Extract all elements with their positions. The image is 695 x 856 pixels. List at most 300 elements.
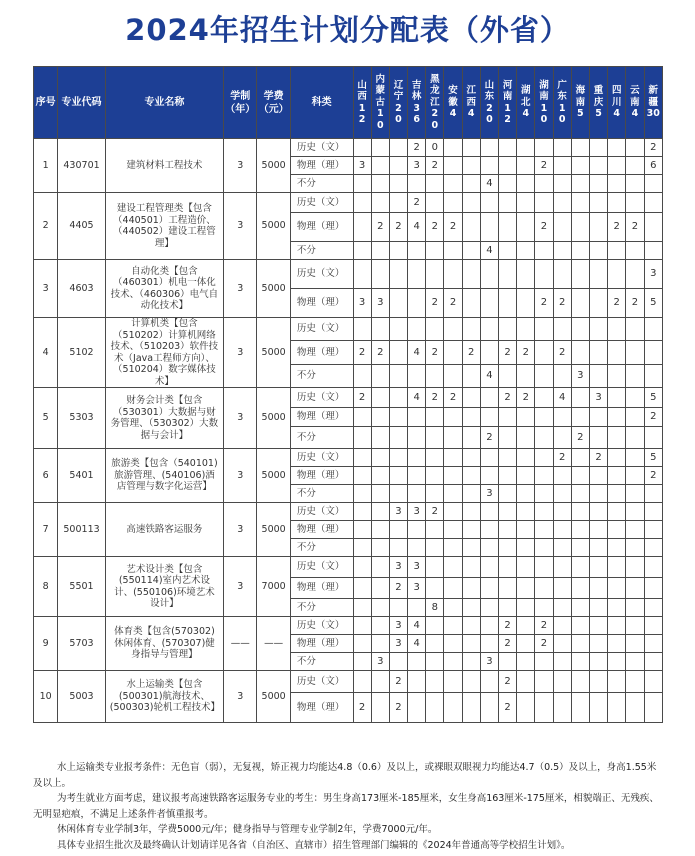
quota-cell bbox=[499, 289, 517, 318]
quota-cell bbox=[626, 557, 644, 578]
quota-cell bbox=[353, 557, 371, 578]
name-cell: 计算机类【包含（510202）计算机网络技术、（510203）软件技术（Java工程师方向）、（510204）数字媒体技术】 bbox=[105, 318, 223, 388]
quota-cell: 2 bbox=[535, 213, 553, 242]
quota-cell bbox=[462, 578, 480, 599]
quota-cell bbox=[553, 485, 571, 503]
quota-cell bbox=[444, 157, 462, 175]
header-province: 山东20 bbox=[480, 67, 498, 139]
quota-cell bbox=[517, 653, 535, 671]
quota-cell bbox=[644, 599, 663, 617]
quota-cell bbox=[517, 289, 535, 318]
quota-cell bbox=[389, 318, 407, 341]
quota-cell bbox=[371, 617, 389, 635]
subject-cell: 物理（理） bbox=[290, 693, 353, 723]
subject-cell: 历史（文） bbox=[290, 260, 353, 289]
quota-cell bbox=[571, 557, 589, 578]
quota-cell bbox=[553, 693, 571, 723]
fee-cell: 5000 bbox=[257, 318, 290, 388]
quota-cell bbox=[480, 193, 498, 213]
quota-cell bbox=[517, 260, 535, 289]
quota-cell bbox=[389, 175, 407, 193]
quota-cell bbox=[353, 671, 371, 693]
fee-cell: 5000 bbox=[257, 503, 290, 557]
quota-cell bbox=[389, 364, 407, 387]
quota-cell bbox=[553, 139, 571, 157]
quota-cell bbox=[353, 139, 371, 157]
subject-cell: 物理（理） bbox=[290, 635, 353, 653]
quota-cell bbox=[626, 175, 644, 193]
quota-cell bbox=[480, 503, 498, 521]
quota-cell bbox=[462, 157, 480, 175]
name-cell: 旅游类【包含（540101)旅游管理、(540106)酒店管理与数字化运营】 bbox=[105, 449, 223, 503]
quota-cell bbox=[480, 521, 498, 539]
quota-cell bbox=[353, 175, 371, 193]
quota-cell bbox=[371, 599, 389, 617]
quota-cell bbox=[353, 635, 371, 653]
quota-cell: 3 bbox=[571, 364, 589, 387]
quota-cell bbox=[480, 449, 498, 467]
quota-cell bbox=[535, 485, 553, 503]
quota-cell bbox=[462, 635, 480, 653]
quota-cell: 4 bbox=[480, 242, 498, 260]
quota-cell bbox=[535, 193, 553, 213]
table-row bbox=[34, 139, 663, 157]
quota-cell bbox=[444, 242, 462, 260]
quota-cell bbox=[535, 260, 553, 289]
quota-cell bbox=[608, 364, 626, 387]
quota-cell bbox=[644, 193, 663, 213]
quota-cell bbox=[408, 318, 426, 341]
header-code: 专业代码 bbox=[58, 67, 106, 139]
quota-cell: 4 bbox=[553, 388, 571, 408]
quota-cell bbox=[444, 175, 462, 193]
header-province: 湖北4 bbox=[517, 67, 535, 139]
quota-cell bbox=[426, 175, 444, 193]
quota-cell: 2 bbox=[426, 341, 444, 364]
quota-cell bbox=[571, 578, 589, 599]
quota-cell bbox=[644, 671, 663, 693]
name-cell: 财务会计类【包含（530301）大数据与财务管理、（530302）大数据与会计】 bbox=[105, 388, 223, 449]
table-row bbox=[34, 557, 663, 578]
quota-cell bbox=[371, 467, 389, 485]
quota-cell bbox=[426, 408, 444, 427]
quota-cell bbox=[371, 578, 389, 599]
quota-cell bbox=[517, 242, 535, 260]
quota-cell bbox=[517, 485, 535, 503]
quota-cell bbox=[571, 467, 589, 485]
quota-cell: 3 bbox=[389, 557, 407, 578]
quota-cell bbox=[589, 213, 607, 242]
quota-cell bbox=[389, 449, 407, 467]
quota-cell: 4 bbox=[408, 635, 426, 653]
quota-cell bbox=[644, 503, 663, 521]
quota-cell bbox=[408, 427, 426, 449]
quota-cell bbox=[571, 599, 589, 617]
quota-cell bbox=[499, 521, 517, 539]
quota-cell bbox=[626, 599, 644, 617]
quota-cell bbox=[571, 193, 589, 213]
subject-cell: 不分 bbox=[290, 175, 353, 193]
quota-cell bbox=[517, 599, 535, 617]
quota-cell bbox=[535, 599, 553, 617]
quota-cell bbox=[499, 578, 517, 599]
quota-cell bbox=[626, 653, 644, 671]
quota-cell: 0 bbox=[426, 139, 444, 157]
quota-cell: 2 bbox=[553, 289, 571, 318]
quota-cell bbox=[389, 242, 407, 260]
quota-cell bbox=[371, 485, 389, 503]
quota-cell: 6 bbox=[644, 157, 663, 175]
code-cell: 5703 bbox=[58, 617, 106, 671]
quota-cell bbox=[608, 635, 626, 653]
quota-cell bbox=[644, 485, 663, 503]
quota-cell bbox=[371, 449, 389, 467]
quota-cell: 2 bbox=[426, 503, 444, 521]
quota-cell bbox=[444, 408, 462, 427]
quota-cell: 2 bbox=[571, 427, 589, 449]
quota-cell bbox=[353, 578, 371, 599]
quota-cell bbox=[389, 539, 407, 557]
quota-cell bbox=[517, 693, 535, 723]
header-province: 海南5 bbox=[571, 67, 589, 139]
quota-cell bbox=[626, 193, 644, 213]
quota-cell bbox=[499, 364, 517, 387]
code-cell: 5102 bbox=[58, 318, 106, 388]
quota-cell bbox=[444, 260, 462, 289]
quota-cell bbox=[517, 539, 535, 557]
quota-cell bbox=[589, 693, 607, 723]
quota-cell bbox=[608, 427, 626, 449]
quota-cell bbox=[499, 193, 517, 213]
quota-cell bbox=[426, 693, 444, 723]
quota-cell bbox=[444, 139, 462, 157]
quota-cell bbox=[517, 175, 535, 193]
code-cell: 500113 bbox=[58, 503, 106, 557]
quota-cell bbox=[499, 503, 517, 521]
quota-cell: 3 bbox=[589, 388, 607, 408]
quota-cell bbox=[371, 157, 389, 175]
quota-cell bbox=[408, 485, 426, 503]
quota-cell bbox=[644, 557, 663, 578]
quota-cell bbox=[389, 427, 407, 449]
quota-cell bbox=[444, 539, 462, 557]
quota-cell bbox=[353, 467, 371, 485]
quota-cell bbox=[553, 503, 571, 521]
header-province: 江西4 bbox=[462, 67, 480, 139]
quota-cell bbox=[644, 521, 663, 539]
quota-cell bbox=[589, 427, 607, 449]
header-province: 重庆5 bbox=[589, 67, 607, 139]
quota-cell: 2 bbox=[426, 213, 444, 242]
subject-cell: 历史（文） bbox=[290, 557, 353, 578]
quota-cell bbox=[535, 653, 553, 671]
subject-cell: 物理（理） bbox=[290, 467, 353, 485]
quota-cell bbox=[553, 260, 571, 289]
quota-cell: 2 bbox=[517, 341, 535, 364]
quota-cell bbox=[371, 521, 389, 539]
quota-cell bbox=[571, 175, 589, 193]
table-row bbox=[34, 318, 663, 341]
subject-cell: 不分 bbox=[290, 485, 353, 503]
quota-cell bbox=[371, 242, 389, 260]
quota-cell bbox=[626, 388, 644, 408]
header-subject: 科类 bbox=[290, 67, 353, 139]
quota-cell bbox=[608, 539, 626, 557]
quota-cell bbox=[553, 193, 571, 213]
quota-cell bbox=[626, 693, 644, 723]
quota-cell bbox=[408, 671, 426, 693]
header-province: 广东10 bbox=[553, 67, 571, 139]
code-cell: 430701 bbox=[58, 139, 106, 193]
note-line: 具体专业招生批次及最终确认计划请详见各省（自治区、直辖市）招生管理部门编辑的《2024年普通高等学校招生计划》。 bbox=[57, 839, 571, 851]
quota-cell bbox=[371, 408, 389, 427]
quota-cell bbox=[644, 341, 663, 364]
quota-cell bbox=[626, 341, 644, 364]
quota-cell bbox=[553, 671, 571, 693]
quota-cell bbox=[589, 503, 607, 521]
quota-cell: 2 bbox=[389, 671, 407, 693]
quota-cell bbox=[517, 503, 535, 521]
quota-cell bbox=[408, 175, 426, 193]
fee-cell: 5000 bbox=[257, 671, 290, 723]
quota-cell bbox=[608, 193, 626, 213]
name-cell: 高速铁路客运服务 bbox=[105, 503, 223, 557]
quota-cell bbox=[444, 617, 462, 635]
code-cell: 5003 bbox=[58, 671, 106, 723]
quota-cell bbox=[535, 388, 553, 408]
years-cell: 3 bbox=[224, 318, 257, 388]
subject-cell: 物理（理） bbox=[290, 341, 353, 364]
quota-cell bbox=[571, 485, 589, 503]
quota-cell bbox=[535, 318, 553, 341]
quota-cell bbox=[408, 449, 426, 467]
quota-cell bbox=[626, 635, 644, 653]
subject-cell: 历史（文） bbox=[290, 449, 353, 467]
quota-cell: 2 bbox=[426, 289, 444, 318]
table-row bbox=[34, 388, 663, 408]
quota-cell bbox=[626, 427, 644, 449]
subject-cell: 不分 bbox=[290, 242, 353, 260]
quota-cell: 4 bbox=[408, 388, 426, 408]
quota-cell: 2 bbox=[408, 139, 426, 157]
quota-cell bbox=[608, 139, 626, 157]
quota-cell bbox=[535, 139, 553, 157]
seq-cell: 6 bbox=[34, 449, 58, 503]
quota-cell bbox=[608, 175, 626, 193]
quota-cell bbox=[571, 242, 589, 260]
quota-cell bbox=[644, 635, 663, 653]
quota-cell bbox=[517, 139, 535, 157]
quota-cell: 2 bbox=[644, 408, 663, 427]
quota-cell bbox=[553, 175, 571, 193]
header-seq: 序号 bbox=[34, 67, 58, 139]
quota-cell bbox=[444, 671, 462, 693]
quota-cell bbox=[353, 617, 371, 635]
quota-cell: 3 bbox=[371, 653, 389, 671]
quota-cell bbox=[644, 242, 663, 260]
years-cell: 3 bbox=[224, 260, 257, 318]
quota-cell bbox=[480, 599, 498, 617]
quota-cell bbox=[444, 485, 462, 503]
seq-cell: 2 bbox=[34, 193, 58, 260]
quota-cell bbox=[462, 503, 480, 521]
subject-cell: 物理（理） bbox=[290, 213, 353, 242]
quota-cell bbox=[517, 557, 535, 578]
quota-cell: 3 bbox=[353, 289, 371, 318]
quota-cell: 2 bbox=[608, 213, 626, 242]
quota-cell bbox=[535, 539, 553, 557]
quota-cell bbox=[480, 617, 498, 635]
subject-cell: 历史（文） bbox=[290, 388, 353, 408]
quota-cell bbox=[389, 408, 407, 427]
quota-cell bbox=[462, 693, 480, 723]
quota-cell bbox=[480, 578, 498, 599]
quota-cell bbox=[389, 157, 407, 175]
header-province: 黑龙江20 bbox=[426, 67, 444, 139]
quota-cell: 3 bbox=[480, 485, 498, 503]
quota-cell: 2 bbox=[535, 617, 553, 635]
quota-cell bbox=[408, 242, 426, 260]
quota-cell bbox=[371, 364, 389, 387]
seq-cell: 9 bbox=[34, 617, 58, 671]
quota-cell: 5 bbox=[644, 449, 663, 467]
quota-cell bbox=[517, 521, 535, 539]
quota-cell: 5 bbox=[644, 289, 663, 318]
quota-cell bbox=[517, 318, 535, 341]
quota-cell: 2 bbox=[589, 449, 607, 467]
quota-cell bbox=[444, 599, 462, 617]
quota-cell bbox=[499, 485, 517, 503]
quota-cell bbox=[371, 427, 389, 449]
quota-cell bbox=[462, 539, 480, 557]
quota-cell bbox=[389, 193, 407, 213]
fee-cell: —— bbox=[257, 617, 290, 671]
quota-cell bbox=[644, 175, 663, 193]
quota-cell bbox=[608, 503, 626, 521]
quota-cell bbox=[626, 260, 644, 289]
table-row bbox=[34, 671, 663, 693]
quota-cell: 2 bbox=[626, 213, 644, 242]
quota-cell: 2 bbox=[371, 341, 389, 364]
quota-cell bbox=[553, 427, 571, 449]
quota-cell bbox=[517, 213, 535, 242]
quota-cell bbox=[608, 485, 626, 503]
quota-cell bbox=[353, 503, 371, 521]
quota-cell bbox=[589, 242, 607, 260]
header-province: 四川4 bbox=[608, 67, 626, 139]
header-province: 吉林36 bbox=[408, 67, 426, 139]
quota-cell: 3 bbox=[371, 289, 389, 318]
quota-cell: 2 bbox=[608, 289, 626, 318]
header-province: 辽宁20 bbox=[389, 67, 407, 139]
quota-cell: 2 bbox=[626, 289, 644, 318]
quota-cell: 3 bbox=[353, 157, 371, 175]
quota-cell bbox=[626, 467, 644, 485]
subject-cell: 历史（文） bbox=[290, 139, 353, 157]
quota-cell bbox=[408, 364, 426, 387]
quota-cell bbox=[589, 578, 607, 599]
quota-cell bbox=[589, 408, 607, 427]
quota-cell bbox=[499, 213, 517, 242]
quota-cell: 2 bbox=[499, 635, 517, 653]
quota-cell bbox=[535, 578, 553, 599]
quota-cell bbox=[426, 578, 444, 599]
quota-cell bbox=[462, 213, 480, 242]
quota-cell bbox=[408, 408, 426, 427]
quota-cell bbox=[371, 175, 389, 193]
header-province: 河南12 bbox=[499, 67, 517, 139]
quota-cell bbox=[499, 175, 517, 193]
quota-cell bbox=[353, 449, 371, 467]
quota-cell bbox=[353, 599, 371, 617]
quota-cell bbox=[589, 364, 607, 387]
seq-cell: 3 bbox=[34, 260, 58, 318]
quota-cell bbox=[426, 427, 444, 449]
quota-cell bbox=[589, 617, 607, 635]
seq-cell: 5 bbox=[34, 388, 58, 449]
quota-cell bbox=[589, 671, 607, 693]
quota-cell bbox=[553, 617, 571, 635]
quota-cell bbox=[517, 193, 535, 213]
quota-cell bbox=[426, 467, 444, 485]
quota-cell bbox=[499, 427, 517, 449]
quota-cell bbox=[389, 521, 407, 539]
quota-cell bbox=[371, 388, 389, 408]
quota-cell: 5 bbox=[644, 388, 663, 408]
quota-cell bbox=[462, 557, 480, 578]
header-province: 湖南10 bbox=[535, 67, 553, 139]
quota-cell bbox=[462, 408, 480, 427]
quota-cell bbox=[553, 408, 571, 427]
quota-cell bbox=[517, 617, 535, 635]
quota-cell bbox=[426, 539, 444, 557]
quota-cell bbox=[589, 599, 607, 617]
quota-cell bbox=[626, 318, 644, 341]
subject-cell: 历史（文） bbox=[290, 193, 353, 213]
quota-cell bbox=[371, 557, 389, 578]
quota-cell bbox=[371, 635, 389, 653]
quota-cell bbox=[480, 557, 498, 578]
quota-cell bbox=[626, 364, 644, 387]
quota-cell bbox=[571, 213, 589, 242]
note-line: 为考生就业方面考虑，建议报考高速铁路客运服务专业的考生：男生身高173厘米-185厘米，女生身高163厘米-175厘米，相貌端正、无残疾、无明显疤痕，不满足上述条件者慎重报考。 bbox=[33, 793, 659, 820]
table-row bbox=[34, 503, 663, 521]
code-cell: 5501 bbox=[58, 557, 106, 617]
quota-cell bbox=[480, 671, 498, 693]
quota-cell bbox=[644, 693, 663, 723]
quota-cell: 3 bbox=[408, 503, 426, 521]
years-cell: 3 bbox=[224, 193, 257, 260]
table-body bbox=[34, 139, 663, 723]
code-cell: 4603 bbox=[58, 260, 106, 318]
quota-cell bbox=[608, 318, 626, 341]
quota-cell bbox=[608, 388, 626, 408]
quota-cell bbox=[499, 242, 517, 260]
quota-cell bbox=[535, 427, 553, 449]
quota-cell bbox=[426, 242, 444, 260]
quota-cell bbox=[444, 503, 462, 521]
header-name: 专业名称 bbox=[105, 67, 223, 139]
years-cell: —— bbox=[224, 617, 257, 671]
quota-cell bbox=[517, 578, 535, 599]
quota-cell bbox=[480, 693, 498, 723]
quota-cell bbox=[608, 671, 626, 693]
quota-cell bbox=[553, 242, 571, 260]
quota-cell bbox=[535, 693, 553, 723]
quota-cell bbox=[408, 289, 426, 318]
quota-cell bbox=[353, 260, 371, 289]
quota-cell bbox=[353, 427, 371, 449]
